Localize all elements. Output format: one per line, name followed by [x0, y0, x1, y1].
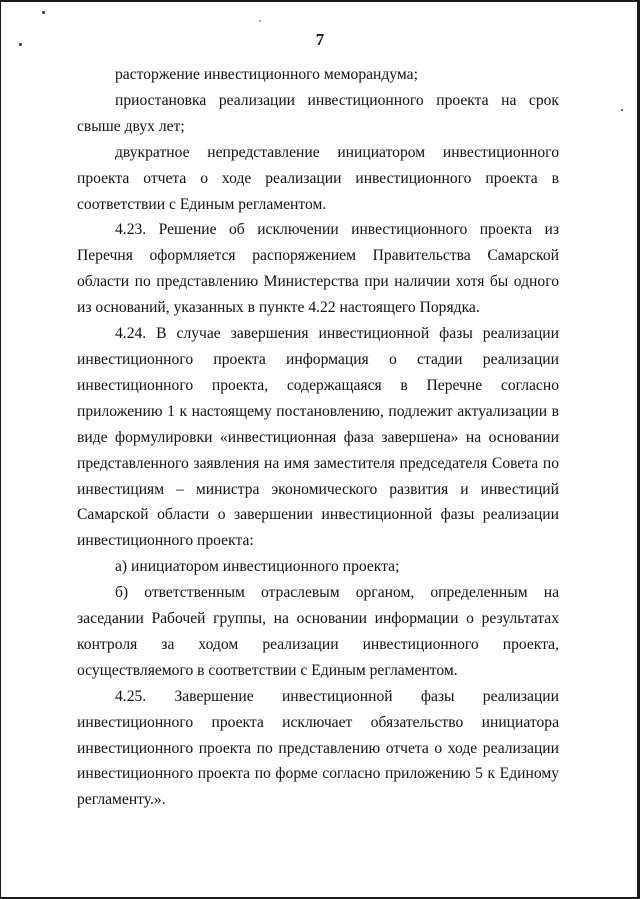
scan-speck: [621, 109, 623, 111]
paragraph-4-25: 4.25. Завершение инвестиционной фазы реализации инвестиционного проекта исключает обязательство инициатора инвестиционного проекта по представлению отчета о ходе реализации инвестиционного проекта по форме согласно приложению 5 к Единому регламенту.».: [77, 687, 559, 809]
paragraph-termination: расторжение инвестиционного меморандума;: [115, 66, 418, 83]
paragraph-report-failure: двукратное непредставление инициатором инвестиционного проекта отчета о ходе реализации инвестиционного проекта в соответствии с Единым регламентом.: [77, 143, 559, 213]
document-body: [77, 62, 559, 813]
paragraph-4-23: 4.23. Решение об исключении инвестиционного проекта из Перечня оформляется распоряжением Правительства Самарской области по представлению Министерства при наличии хотя бы одного из оснований, указанных в пункте 4.22 настоящего Порядка.: [77, 221, 559, 317]
scan-speck: [42, 11, 45, 14]
paragraph-4-24: 4.24. В случае завершения инвестиционной фазы реализации инвестиционного проекта информация о стадии реализации инвестиционного проекта, содержащаяся в Перечне согласно приложению 1 к настоящему постановлению, подлежит актуализации в виде формулировки «инвестиционная фаза завершена» на основании представленного заявления на имя заместителя председателя Совета по инвестициям – министра экономического развития и инвестиций Самарской области о завершении инвестиционной фазы реализации инвестиционного проекта:: [77, 325, 559, 550]
paragraph-item-a: а) инициатором инвестиционного проекта;: [115, 558, 400, 576]
paragraph-suspension: приостановка реализации инвестиционного проекта на срок свыше двух лет;: [77, 91, 559, 135]
page-number: 7: [315, 30, 325, 49]
paragraph-item-b: б) ответственным отраслевым органом, определенным на заседании Рабочей группы, на основании информации о результатах контроля за ходом реализации инвестиционного проекта, осуществляемого в соответствии с Единым регламентом.: [77, 584, 559, 679]
scan-speck: [259, 20, 261, 22]
scan-border-left: [0, 0, 1, 899]
scan-border-top: [0, 0, 640, 2]
